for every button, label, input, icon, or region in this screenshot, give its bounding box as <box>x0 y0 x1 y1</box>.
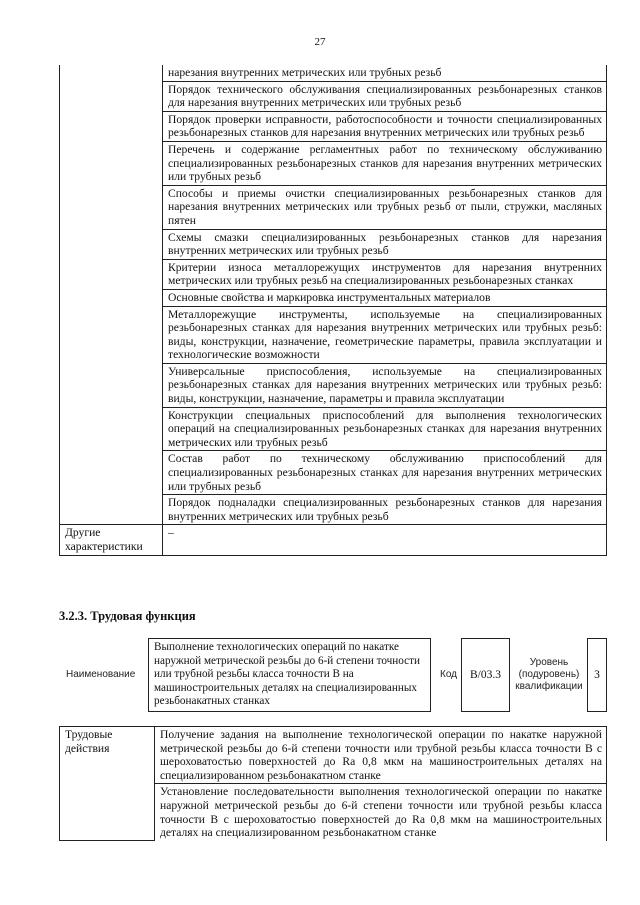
knowledge-item: Металлорежущие инструменты, используемые на специализированных резьбонарезных станках для нарезания внутренних метрических или трубных резьб: виды, конструкции, назначение, геометрические параметры, правила эксплуатации и технологические возможности <box>163 306 607 363</box>
knowledge-item: Критерии износа металлорежущих инструментов для нарезания внутренних метрических или трубных резьб на специализированных резьбонарезных станках <box>163 259 607 289</box>
labor-actions-table <box>59 726 607 841</box>
qualification-level-box: 3 <box>587 638 607 712</box>
other-characteristics-label: Другие характеристики <box>60 525 163 556</box>
qualification-level-label: Уровень (подуровень) квалификации <box>515 657 583 692</box>
knowledge-item: Схемы смазки специализированных резьбонарезных станков для нарезания внутренних метрических или трубных резьб <box>163 229 607 259</box>
page-number: 27 <box>314 36 326 48</box>
function-name-box: Выполнение технологических операций по накатке наружной метрической резьбы до 6-й степени точности или трубной резьбы класса точности В на машиностроительных деталях на специализированных резьбонакатных станках <box>148 638 431 712</box>
knowledge-item: Основные свойства и маркировка инструментальных материалов <box>163 289 607 306</box>
knowledge-item: Способы и приемы очистки специализированных резьбонарезных станков для нарезания внутренних метрических или трубных резьб от пыли, стружки, масляных пятен <box>163 185 607 229</box>
knowledge-item: Порядок технического обслуживания специализированных резьбонарезных станков для нарезания внутренних метрических или трубных резьб <box>163 81 607 111</box>
knowledge-table <box>59 65 607 556</box>
section-heading: 3.2.3. Трудовая функция <box>59 609 196 623</box>
name-label: Наименование <box>66 669 136 680</box>
other-characteristics-value: – <box>163 525 607 556</box>
knowledge-item: Универсальные приспособления, используемые на специализированных резьбонарезных станках для нарезания внутренних метрических или трубных резьб: виды, конструкции, назначение, параметры и правила эксплуатации <box>163 363 607 407</box>
knowledge-item: Состав работ по техническому обслуживанию приспособлений для специализированных резьбонарезных станках для нарезания внутренних метрических или трубных резьб <box>163 451 607 495</box>
knowledge-item: нарезания внутренних метрических или трубных резьб <box>163 65 607 81</box>
knowledge-item: Порядок проверки исправности, работоспособности и точности специализированных резьбонарезных станков для нарезания внутренних метрических или трубных резьб <box>163 111 607 141</box>
knowledge-item: Конструкции специальных приспособлений для выполнения технологических операций на специализированных резьбонарезных станках для нарезания внутренних метрических или трубных резьб <box>163 407 607 451</box>
function-code-box: В/03.3 <box>461 638 510 712</box>
code-label: Код <box>440 669 458 680</box>
knowledge-item: Перечень и содержание регламентных работ по техническому обслуживанию специализированных резьбонарезных станков для нарезания внутренних метрических или трубных резьб <box>163 141 607 185</box>
labor-action-item: Установление последовательности выполнения технологической операции по накатке наружной метрической резьбы до 6-й степени точности или трубной резьбы класса точности В с шероховатостью поверхностей до Ra 0,8 мкм на машиностроительных деталях на специализированном резьбонакатном станке <box>155 784 607 841</box>
knowledge-item: Порядок подналадки специализированных резьбонарезных станков для нарезания внутренних метрических или трубных резьб <box>163 495 607 525</box>
labor-actions-label: Трудовые действия <box>60 727 155 841</box>
labor-action-item: Получение задания на выполнение технологической операции по накатке наружной метрической резьбы до 6-й степени точности или трубной резьбы класса точности В с шероховатостью поверхностей до Ra 0,8 мкм на машиностроительных деталях на специализированном резьбонакатном станке <box>155 727 607 784</box>
knowledge-label-cell <box>60 65 163 525</box>
